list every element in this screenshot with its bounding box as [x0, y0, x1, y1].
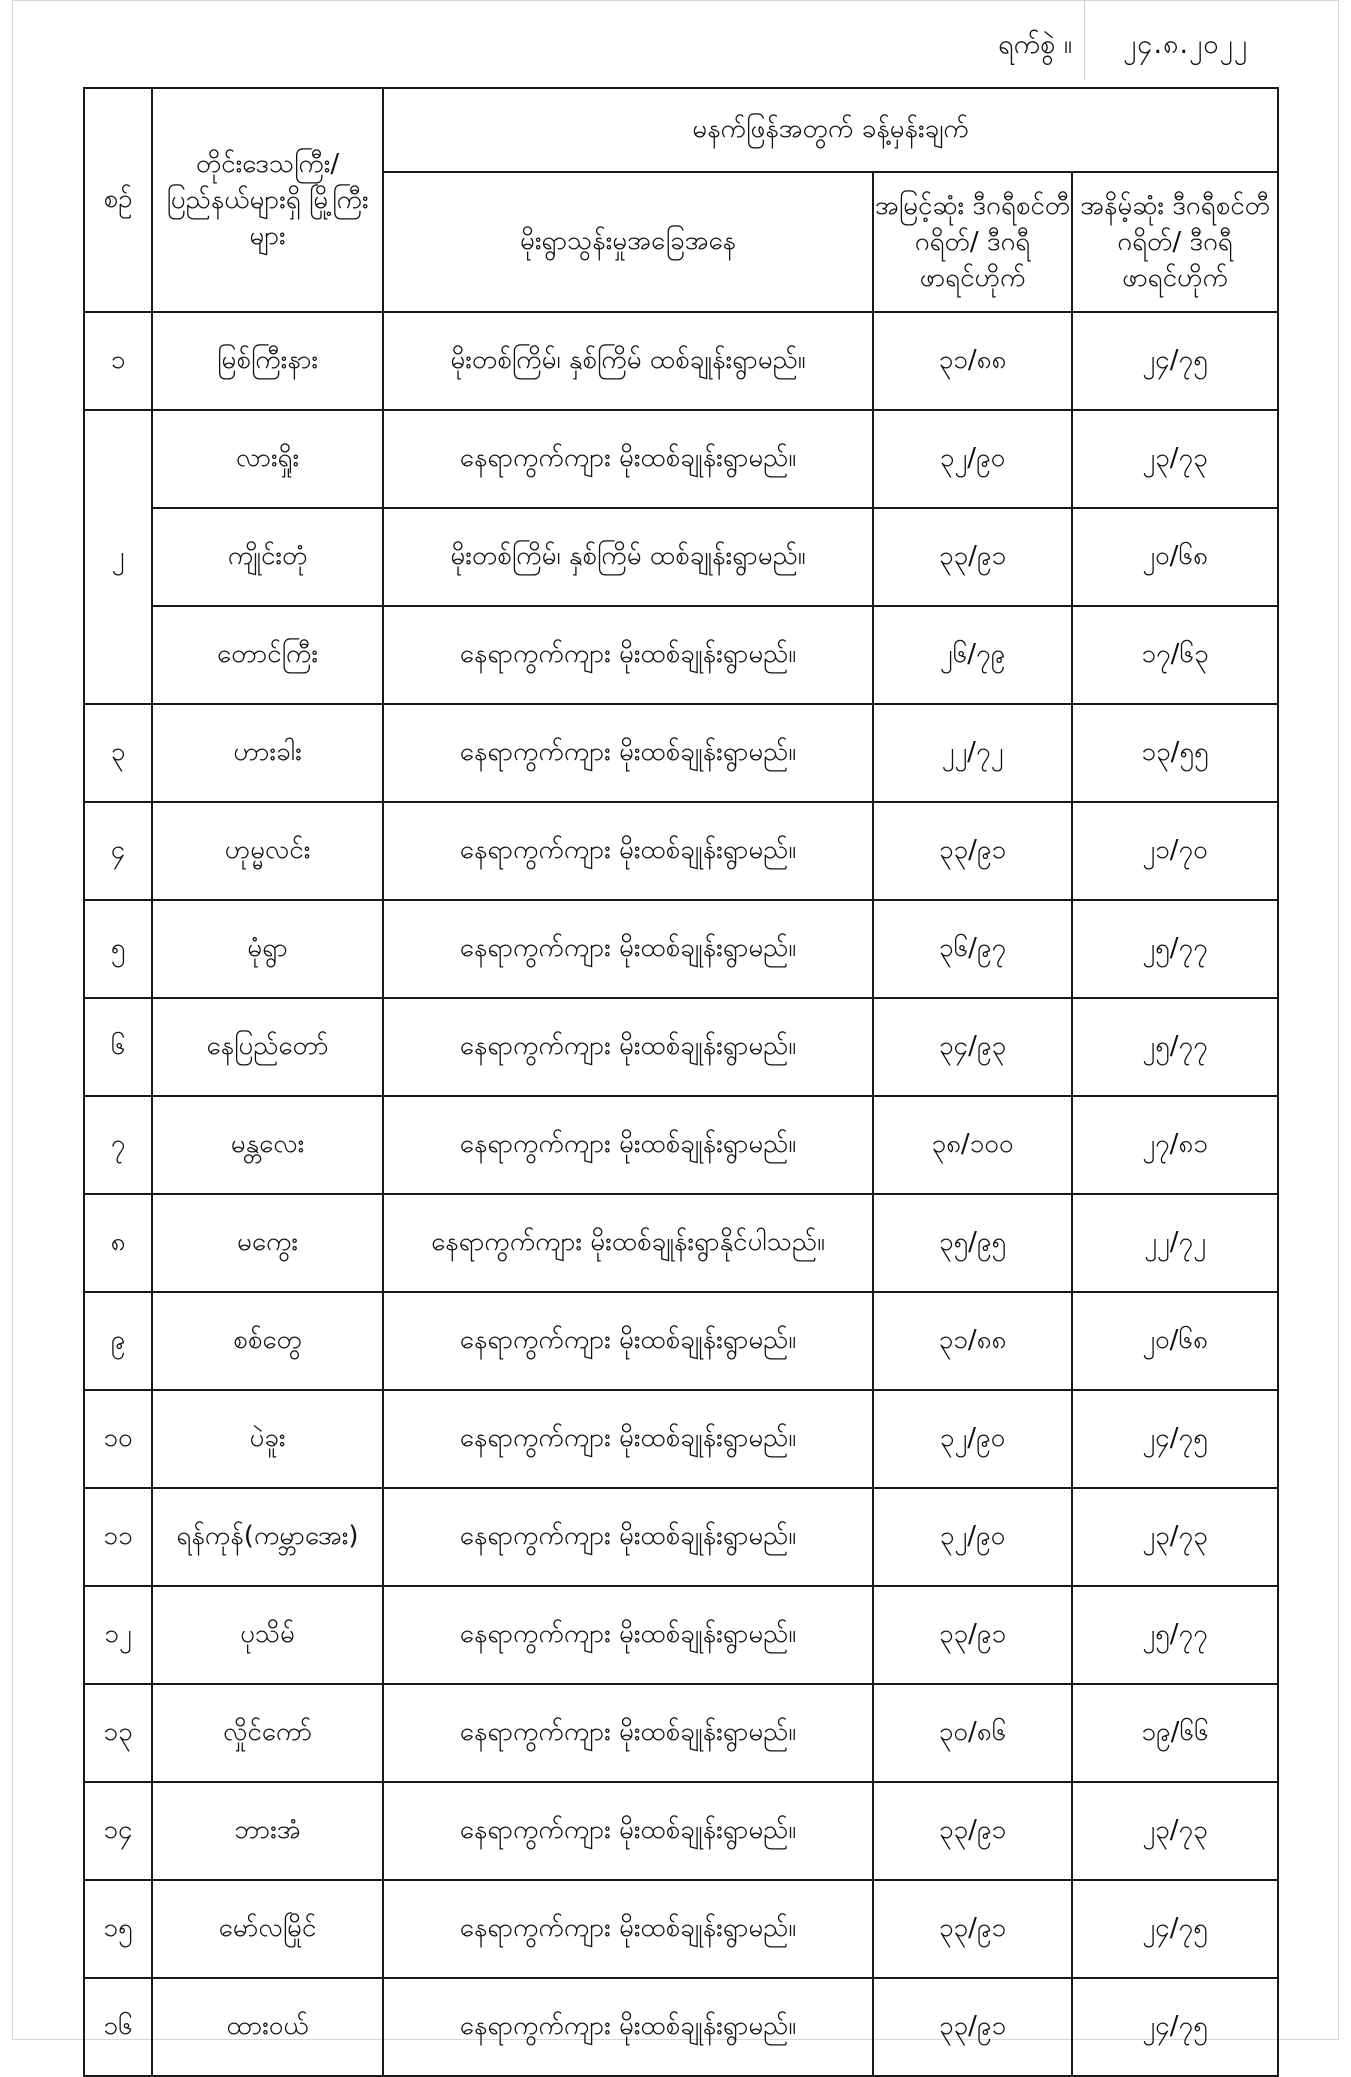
- forecast-body: [84, 312, 1278, 2076]
- rain-condition: နေရာကွက်ကျား မိုးထစ်ချုန်းရွာမည်။: [383, 1292, 873, 1390]
- row-number: ၁: [84, 312, 152, 410]
- table-row: [84, 312, 1278, 410]
- table-row: [84, 1586, 1278, 1684]
- city-name: ပဲခူး: [152, 1390, 383, 1488]
- max-temperature: ၃၆/၉၇: [873, 900, 1072, 998]
- table-row: [84, 508, 1278, 606]
- row-number: ၁၁: [84, 1488, 152, 1586]
- table-row: [84, 704, 1278, 802]
- city-name: မော်လမြိုင်: [152, 1880, 383, 1978]
- row-number: ၂: [84, 410, 152, 704]
- min-temperature: ၂၃/၇၃: [1072, 410, 1278, 508]
- date-value: ၂၄.၈.၂၀၂၂: [1123, 29, 1249, 60]
- min-temperature: ၁၃/၅၅: [1072, 704, 1278, 802]
- row-number: ၁၀: [84, 1390, 152, 1488]
- max-temperature: ၃၁/၈၈: [873, 312, 1072, 410]
- min-temperature: ၂၁/၇၀: [1072, 802, 1278, 900]
- max-temperature: ၃၅/၉၅: [873, 1194, 1072, 1292]
- row-number: ၆: [84, 998, 152, 1096]
- min-temperature: ၂၇/၈၁: [1072, 1096, 1278, 1194]
- city-name: မန္တလေး: [152, 1096, 383, 1194]
- rain-condition: နေရာကွက်ကျား မိုးထစ်ချုန်းရွာမည်။: [383, 1880, 873, 1978]
- min-temperature: ၂၄/၇၅: [1072, 1390, 1278, 1488]
- min-temperature: ၂၅/၇၇: [1072, 998, 1278, 1096]
- min-temperature: ၂၅/၇၇: [1072, 900, 1278, 998]
- city-name: ထားဝယ်: [152, 1978, 383, 2076]
- rain-condition: နေရာကွက်ကျား မိုးထစ်ချုန်းရွာမည်။: [383, 410, 873, 508]
- forecast-table: [83, 87, 1279, 2077]
- table-row: [84, 1194, 1278, 1292]
- city-name: မကွေး: [152, 1194, 383, 1292]
- max-temperature: ၃၂/၉၀: [873, 410, 1072, 508]
- min-temperature: ၁၉/၆၆: [1072, 1684, 1278, 1782]
- max-temperature: ၂၂/၇၂: [873, 704, 1072, 802]
- min-temperature: ၂၃/၇၃: [1072, 1488, 1278, 1586]
- table-row: [84, 1292, 1278, 1390]
- min-temperature: ၂၀/၆၈: [1072, 1292, 1278, 1390]
- rain-condition: နေရာကွက်ကျား မိုးထစ်ချုန်းရွာမည်။: [383, 802, 873, 900]
- table-row: [84, 606, 1278, 704]
- date-header: [964, 22, 1248, 72]
- table-row: [84, 1684, 1278, 1782]
- rain-condition: နေရာကွက်ကျား မိုးထစ်ချုန်းရွာမည်။: [383, 900, 873, 998]
- city-name: ကျိုင်းတုံ: [152, 508, 383, 606]
- min-temperature: ၂၃/၇၃: [1072, 1782, 1278, 1880]
- max-temperature: ၃၁/၈၈: [873, 1292, 1072, 1390]
- max-temperature: ၃၄/၉၃: [873, 998, 1072, 1096]
- table-row: [84, 1096, 1278, 1194]
- city-name: နေပြည်တော်: [152, 998, 383, 1096]
- city-name: ဘားအံ: [152, 1782, 383, 1880]
- rain-condition: နေရာကွက်ကျား မိုးထစ်ချုန်းရွာမည်။: [383, 998, 873, 1096]
- header-max-temp: အမြင့်ဆုံး ဒီဂရီစင်တီဂရိတ်/ ဒီဂရီဖာရင်ဟိုက်: [873, 172, 1072, 312]
- header-condition: မိုးရွာသွန်းမှုအခြေအနေ: [383, 172, 873, 312]
- header-no: စဉ်: [84, 88, 152, 312]
- table-row: [84, 900, 1278, 998]
- rain-condition: နေရာကွက်ကျား မိုးထစ်ချုန်းရွာမည်။: [383, 704, 873, 802]
- max-temperature: ၃၃/၉၁: [873, 1782, 1072, 1880]
- table-row: [84, 1978, 1278, 2076]
- min-temperature: ၂၀/၆၈: [1072, 508, 1278, 606]
- max-temperature: ၃၈/၁၀၀: [873, 1096, 1072, 1194]
- city-name: ဟုမ္မလင်း: [152, 802, 383, 900]
- row-number: ၁၅: [84, 1880, 152, 1978]
- rain-condition: နေရာကွက်ကျား မိုးထစ်ချုန်းရွာမည်။: [383, 1978, 873, 2076]
- table-row: [84, 1782, 1278, 1880]
- city-name: ရန်ကုန်(ကမ္ဘာအေး): [152, 1488, 383, 1586]
- city-name: ဟားခါး: [152, 704, 383, 802]
- row-number: ၇: [84, 1096, 152, 1194]
- table-row: [84, 1880, 1278, 1978]
- min-temperature: ၂၄/၇၅: [1072, 312, 1278, 410]
- rain-condition: မိုးတစ်ကြိမ်၊ နှစ်ကြိမ် ထစ်ချုန်းရွာမည်။: [383, 508, 873, 606]
- rain-condition: နေရာကွက်ကျား မိုးထစ်ချုန်းရွာနိုင်ပါသည်။: [383, 1194, 873, 1292]
- row-number: ၁၄: [84, 1782, 152, 1880]
- city-name: စစ်တွေ: [152, 1292, 383, 1390]
- table-row: [84, 410, 1278, 508]
- rain-condition: မိုးတစ်ကြိမ်၊ နှစ်ကြိမ် ထစ်ချုန်းရွာမည်။: [383, 312, 873, 410]
- table-row: [84, 1390, 1278, 1488]
- date-label: ရက်စွဲ ။: [998, 29, 1072, 60]
- city-name: မြစ်ကြီးနား: [152, 312, 383, 410]
- rain-condition: နေရာကွက်ကျား မိုးထစ်ချုန်းရွာမည်။: [383, 1586, 873, 1684]
- row-number: ၁၃: [84, 1684, 152, 1782]
- min-temperature: ၁၇/၆၃: [1072, 606, 1278, 704]
- rain-condition: နေရာကွက်ကျား မိုးထစ်ချုန်းရွာမည်။: [383, 1782, 873, 1880]
- row-number: ၉: [84, 1292, 152, 1390]
- max-temperature: ၃၃/၉၁: [873, 1978, 1072, 2076]
- row-number: ၈: [84, 1194, 152, 1292]
- max-temperature: ၃၂/၉၀: [873, 1390, 1072, 1488]
- min-temperature: ၂၄/၇၅: [1072, 1880, 1278, 1978]
- max-temperature: ၃၃/၉၁: [873, 1880, 1072, 1978]
- row-number: ၃: [84, 704, 152, 802]
- max-temperature: ၃၂/၉၀: [873, 1488, 1072, 1586]
- row-number: ၁၆: [84, 1978, 152, 2076]
- city-name: လားရှိုး: [152, 410, 383, 508]
- table-row: [84, 998, 1278, 1096]
- city-name: လှိုင်ကော်: [152, 1684, 383, 1782]
- row-number: ၄: [84, 802, 152, 900]
- min-temperature: ၂၅/၇၇: [1072, 1586, 1278, 1684]
- header-forecast-group: မနက်ဖြန်အတွက် ခန့်မှန်းချက်: [383, 88, 1278, 172]
- row-number: ၁၂: [84, 1586, 152, 1684]
- max-temperature: ၂၆/၇၉: [873, 606, 1072, 704]
- rain-condition: နေရာကွက်ကျား မိုးထစ်ချုန်းရွာမည်။: [383, 1096, 873, 1194]
- rain-condition: နေရာကွက်ကျား မိုးထစ်ချုန်းရွာမည်။: [383, 1488, 873, 1586]
- rain-condition: နေရာကွက်ကျား မိုးထစ်ချုန်းရွာမည်။: [383, 1684, 873, 1782]
- max-temperature: ၃၃/၉၁: [873, 1586, 1072, 1684]
- table-row: [84, 1488, 1278, 1586]
- max-temperature: ၃၃/၉၁: [873, 802, 1072, 900]
- min-temperature: ၂၂/၇၂: [1072, 1194, 1278, 1292]
- max-temperature: ၃၃/၉၁: [873, 508, 1072, 606]
- header-city: တိုင်းဒေသကြီး/ ပြည်နယ်များရှိ မြို့ကြီးများ: [152, 88, 383, 312]
- city-name: မုံရွာ: [152, 900, 383, 998]
- rain-condition: နေရာကွက်ကျား မိုးထစ်ချုန်းရွာမည်။: [383, 1390, 873, 1488]
- header-min-temp: အနိမ့်ဆုံး ဒီဂရီစင်တီဂရိတ်/ ဒီဂရီဖာရင်ဟိုက်: [1072, 172, 1278, 312]
- rain-condition: နေရာကွက်ကျား မိုးထစ်ချုန်းရွာမည်။: [383, 606, 873, 704]
- city-name: တောင်ကြီး: [152, 606, 383, 704]
- row-number: ၅: [84, 900, 152, 998]
- date-divider: [1084, 0, 1085, 80]
- table-row: [84, 802, 1278, 900]
- city-name: ပုသိမ်: [152, 1586, 383, 1684]
- min-temperature: ၂၄/၇၅: [1072, 1978, 1278, 2076]
- max-temperature: ၃၀/၈၆: [873, 1684, 1072, 1782]
